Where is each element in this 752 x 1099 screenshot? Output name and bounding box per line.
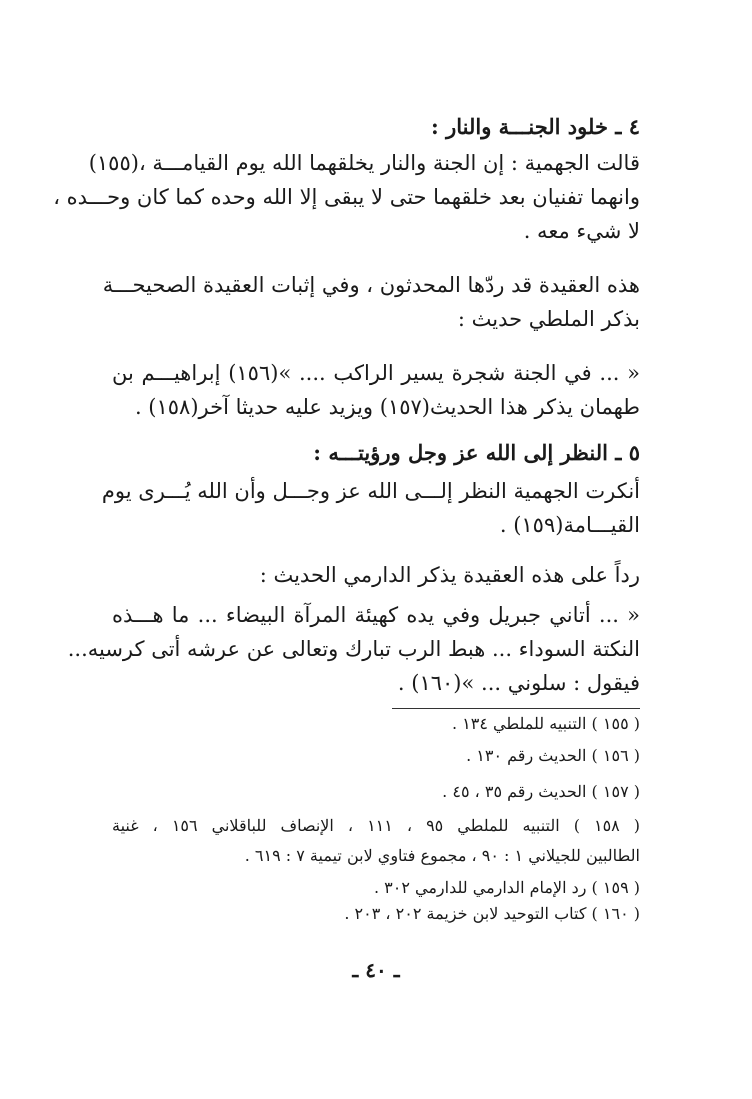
section-5-heading: ٥ ـ النظر إلى الله عز وجل ورؤيتـــه : xyxy=(313,440,640,465)
section-5-paragraph-3-line-2: النكتة السوداء ... هبط الرب تبارك وتعالى عن عرشه أتى كرسيه... xyxy=(67,637,640,661)
section-5-paragraph-1-line-1: أنكرت الجهمية النظر إلـــى الله عز وجـــل وأن الله يُـــرى يوم xyxy=(101,479,640,503)
section-5-paragraph-1-line-2: القيـــامة(١٥٩) . xyxy=(499,513,640,537)
footnote-157: ( ١٥٧ ) الحديث رقم ٣٥ ، ٤٥ . xyxy=(442,782,640,801)
section-4-heading: ٤ ـ خلود الجنـــة والنار : xyxy=(431,114,640,139)
section-5-paragraph-3-line-3: فيقول : سلوني ... »(١٦٠) . xyxy=(397,671,640,695)
section-4-paragraph-3-line-2: طهمان يذكر هذا الحديث(١٥٧) ويزيد عليه حديثا آخر(١٥٨) . xyxy=(134,395,640,419)
footnote-separator xyxy=(392,708,640,709)
section-4-paragraph-1-line-3: لا شيء معه . xyxy=(523,219,640,243)
section-5-paragraph-2-line-1: رداً على هذه العقيدة يذكر الدارمي الحديث : xyxy=(259,563,640,587)
section-4-paragraph-2-line-2: بذكر الملطي حديث : xyxy=(457,307,640,331)
footnote-155: ( ١٥٥ ) التنبيه للملطي ١٣٤ . xyxy=(451,714,640,733)
section-5-paragraph-3-line-1: « ... أتاني جبريل وفي يده كهيئة المرآة البيضاء ... ما هـــذه xyxy=(112,603,640,627)
footnote-160: ( ١٦٠ ) كتاب التوحيد لابن خزيمة ٢٠٢ ، ٢٠٣ . xyxy=(344,904,640,923)
footnote-158-line-2: الطالبين للجيلاني ١ : ٩٠ ، مجموع فتاوي لابن تيمية ٧ : ٦١٩ . xyxy=(244,846,640,865)
footnote-158-line-1: ( ١٥٨ ) التنبيه للملطي ٩٥ ، ١١١ ، الإنصاف للباقلاني ١٥٦ ، غنية xyxy=(112,816,641,835)
section-4-paragraph-1-line-1: قالت الجهمية : إن الجنة والنار يخلقهما الله يوم القيامـــة ،(١٥٥) xyxy=(88,151,640,175)
footnote-159: ( ١٥٩ ) رد الإمام الدارمي للدارمي ٣٠٢ . xyxy=(373,878,640,897)
footnote-156: ( ١٥٦ ) الحديث رقم ١٣٠ . xyxy=(466,746,640,765)
page-number: ـ ٤٠ ـ xyxy=(352,958,400,982)
section-4-paragraph-3-line-1: « ... في الجنة شجرة يسير الراكب .... »(١٥٦) إبراهيـــم بن xyxy=(112,361,640,385)
section-4-paragraph-2-line-1: هذه العقيدة قد ردّها المحدثون ، وفي إثبات العقيدة الصحيحـــة xyxy=(102,273,640,297)
section-4-paragraph-1-line-2: وانهما تفنيان بعد خلقهما حتى لا يبقى إلا الله وحده كما كان وحـــده ، xyxy=(53,185,640,209)
